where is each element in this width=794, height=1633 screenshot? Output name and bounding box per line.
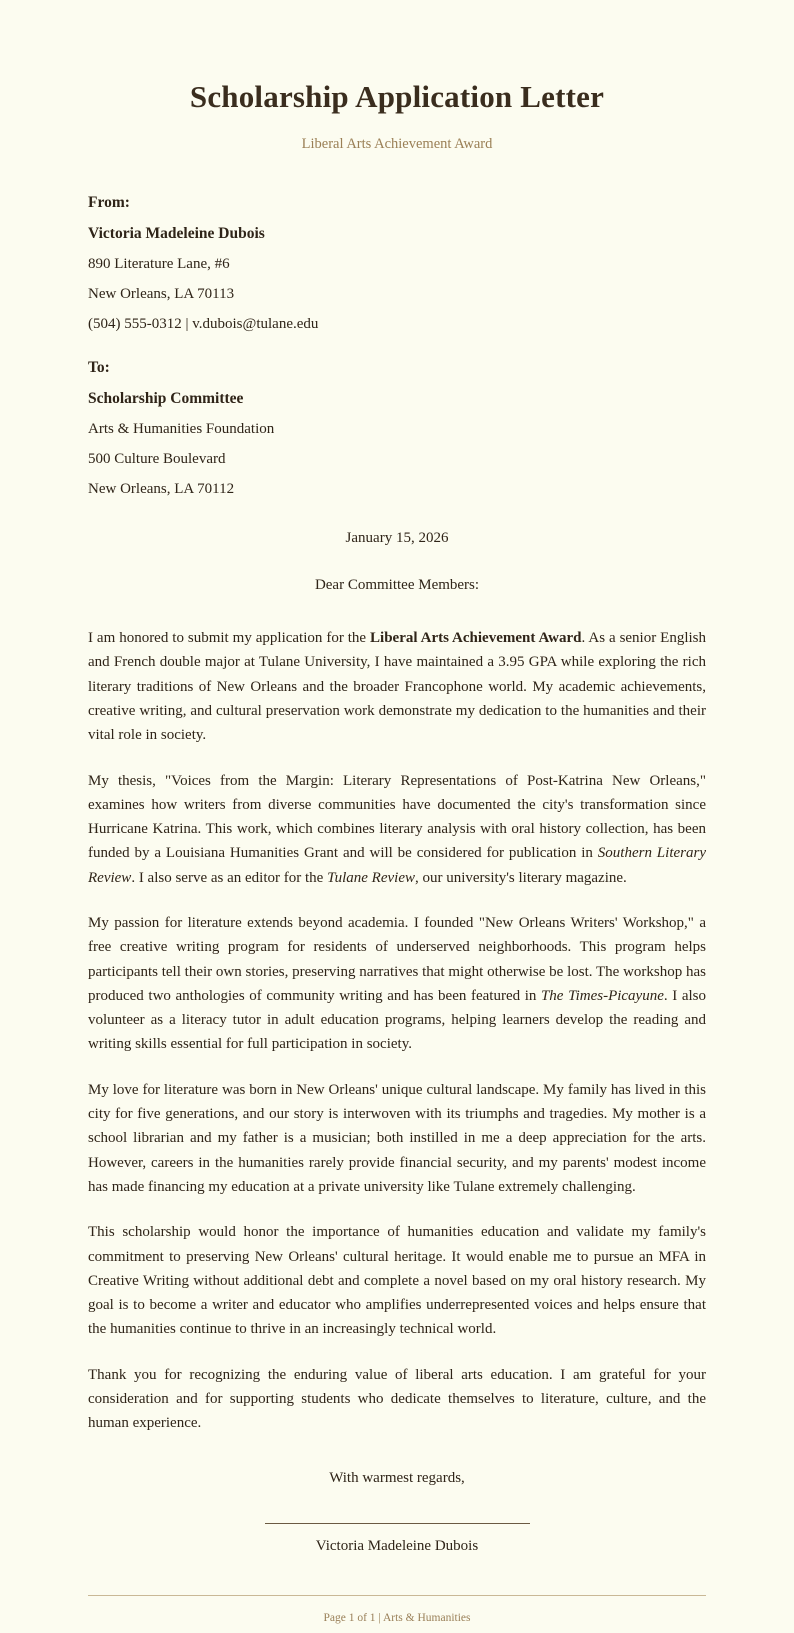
paragraph-2-text-b: . I also serve as an editor for the [131,869,328,886]
paragraph-1 [88,626,706,747]
paragraph-2-text-a: My thesis, "Voices from the Margin: Literary Representations of Post-Katrina New Orleans," examines how writers from diverse communities have documented the city's transformation since Hurricane Katrina. This work, which combines literary analysis with oral history collection, has been funded by a Louisiana Humanities Grant and will be considered for publication in [88,772,706,862]
signature-line [265,1523,530,1524]
letter-date: January 15, 2026 [345,530,449,547]
paragraph-3-text-a: My passion for literature extends beyond academia. I founded "New Orleans Writers' Workshop," a free creative writing program for residents of underserved neighborhoods. This program helps participants tell their own stories, preserving narratives that might otherwise be lost. The workshop has produced two anthologies of community writing and has been featured in [88,915,706,1004]
sender-address-line-2: New Orleans, LA 70113 [88,286,235,303]
paragraph-1-text-b: . As a senior English and French double major at Tulane University, I have maintained a 3.95 GPA while exploring the rich literary traditions of New Orleans and the broader Francophone world. My academic achievements, creative writing, and cultural preservation work demonstrate my dedication to the humanities and their vital role in society. [88,630,706,744]
page-footer [88,1595,706,1624]
publication-title-times-picayune: The Times-Picayune [540,987,664,1004]
letter-salutation: Dear Committee Members: [314,577,480,594]
sender-address-line-1: 890 Literature Lane, #6 [88,256,230,273]
recipient-block [88,359,706,498]
paragraph-3 [88,911,706,1057]
sender-contact: (504) 555-0312 | v.dubois@tulane.edu [88,316,319,333]
journal-title-southern-literary-review: Southern Literary Review [88,845,706,886]
recipient-name: Scholarship Committee [88,390,244,408]
paragraph-4: My love for literature was born in New Orleans' unique cultural landscape. My family has lived in this city for five generations, and our story is interwoven with its triumphs and tragedies. My mother is a school librarian and my father is a musician; both instilled in me a deep appreciation for the arts. However, careers in the humanities rarely provide financial security, and my parents' modest income has made financing my education at a private university like Tulane extremely challenging. [88,1081,706,1195]
recipient-address-line-1: 500 Culture Boulevard [88,451,226,468]
page-subtitle: Liberal Arts Achievement Award [301,136,493,153]
paragraph-2 [88,769,706,890]
page-title: Scholarship Application Letter [189,79,605,114]
sender-name: Victoria Madeleine Dubois [88,225,265,243]
signature-block [88,1523,706,1555]
recipient-address-line-2: New Orleans, LA 70112 [88,481,235,498]
paragraph-3-text-b: . I also volunteer as a literacy tutor in adult education programs, helping learners develop the reading and writing skills essential for full participation in society. [88,987,706,1053]
award-name-emphasis: Liberal Arts Achievement Award [370,630,582,647]
paragraph-1-text-a: I am honored to submit my application for the [88,630,371,647]
paragraph-2-text-c: , our university's literary magazine. [414,869,627,886]
journal-title-tulane-review: Tulane Review [327,869,415,886]
recipient-label: To: [88,359,110,377]
letter-body [88,626,706,1436]
sender-label: From: [88,194,130,212]
recipient-organization: Arts & Humanities Foundation [88,421,275,438]
paragraph-5: This scholarship would honor the importance of humanities education and validate my family's commitment to preserving New Orleans' cultural heritage. It would enable me to pursue an MFA in Creative Writing without additional debt and complete a novel based on my oral history research. My goal is to become a writer and educator who amplifies underrepresented voices and helps ensure that the humanities continue to thrive in an increasingly technical world. [88,1224,706,1338]
sender-block [88,194,706,333]
signature-name: Victoria Madeleine Dubois [315,1537,479,1554]
letter-closing: With warmest regards, [329,1469,465,1486]
footer-text: Page 1 of 1 | Arts & Humanities [323,1611,471,1624]
paragraph-6: Thank you for recognizing the enduring value of liberal arts education. I am grateful for your consideration and for supporting students who dedicate themselves to literature, culture, and the human experience. [88,1366,706,1432]
